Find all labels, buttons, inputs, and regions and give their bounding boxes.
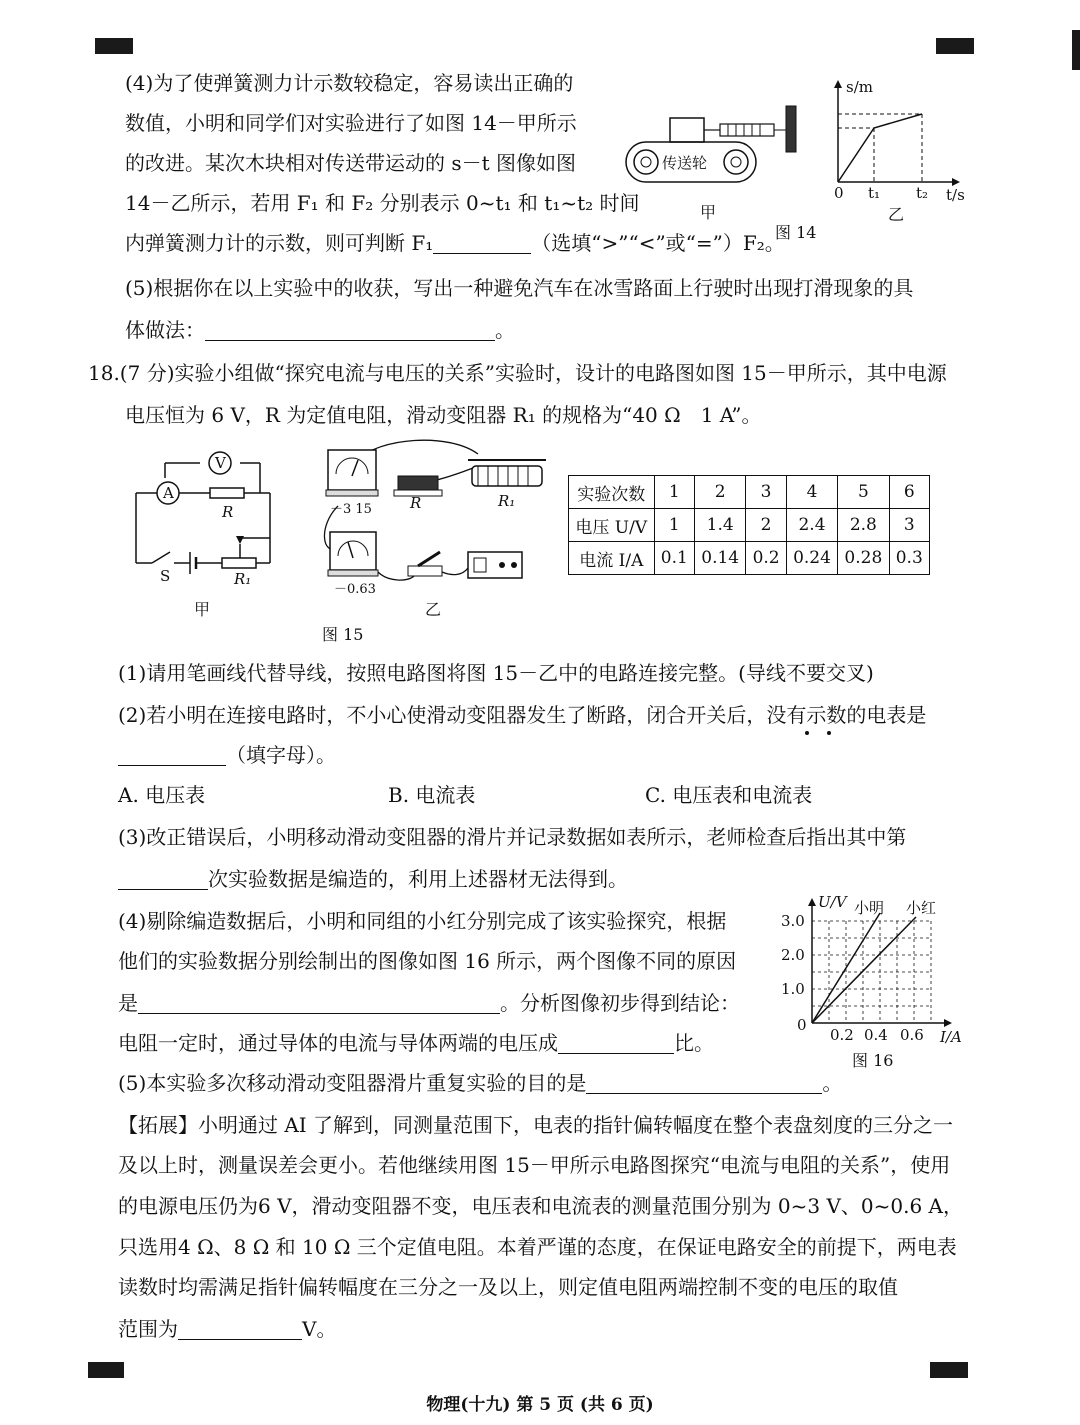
table-row (569, 542, 930, 575)
ext-line6 (118, 1316, 336, 1342)
answer-blank-anti-slip[interactable] (205, 320, 495, 341)
fig16-ytick: 3.0 (781, 912, 805, 930)
table-header-cell: 2 (695, 476, 746, 509)
table-cell: 0.24 (786, 542, 837, 575)
page-edge-right (1072, 30, 1080, 70)
fig15-sub-a: 甲 (194, 600, 211, 619)
fig14-t1: t₁ (868, 184, 881, 202)
table-cell: 0.28 (838, 542, 889, 575)
answer-blank-fake-trial[interactable] (118, 869, 208, 890)
q18-2-line2 (118, 742, 336, 768)
emphasis-dot (805, 731, 809, 735)
fig15-voltmeter-scale: －3 15 (330, 502, 372, 517)
q17-4-line4: 14－乙所示，若用 F₁ 和 F₂ 分别表示 0~t₁ 和 t₁~t₂ 时间 (125, 191, 640, 215)
q18-3-line2-text: 次实验数据是编造的，利用上述器材无法得到。 (208, 867, 628, 891)
q18-5-suffix: 。 (822, 1071, 843, 1095)
registration-mark-top-right (936, 38, 974, 54)
q18-2-line1: (2)若小明在连接电路时，不小心使滑动变阻器发生了断路，闭合开关后，没有示数的电表是 (118, 703, 927, 727)
q18-5-prefix: (5)本实验多次移动滑动变阻器滑片重复实验的目的是 (118, 1071, 587, 1095)
figure-14-conveyor (618, 100, 808, 190)
fig16-xtick: 0.2 (830, 1026, 854, 1044)
q17-5-line2 (125, 317, 515, 343)
ext-line1: 【拓展】小明通过 AI 了解到，同测量范围下，电表的指针偏转幅度在整个表盘刻度的三分之一 (118, 1113, 954, 1137)
fig14-caption: 图 14 (775, 223, 817, 242)
q18-4-line1: (4)剔除编造数据后，小明和同组的小红分别完成了该实验探究，根据 (118, 909, 727, 933)
fig15-resistor-label: R (222, 503, 234, 521)
registration-mark-bottom-right (930, 1362, 968, 1378)
fig15-voltmeter-symbol: V (215, 454, 226, 472)
fig16-x-axis-label: I/A (940, 1028, 962, 1046)
table-cell: 电压 U/V (569, 509, 655, 542)
ext-line6-prefix: 范围为 (118, 1317, 178, 1341)
ext-line6-suffix: V。 (302, 1317, 337, 1341)
q17-4-line2: 数值，小明和同学们对实验进行了如图 14－甲所示 (125, 111, 577, 135)
table-cell: 0.3 (889, 542, 929, 575)
answer-blank-reason[interactable] (138, 993, 500, 1014)
fig14-y-axis-label: s/m (846, 78, 873, 96)
table-cell: 0.1 (654, 542, 694, 575)
fig14-t2: t₂ (916, 184, 929, 202)
table-cell: 0.14 (695, 542, 746, 575)
q18-2-option-c: C. 电压表和电流表 (645, 783, 813, 807)
page-footer: 物理(十九) 第 5 页 (共 6 页) (426, 1395, 654, 1415)
fig14-x-axis-label: t/s (946, 186, 965, 204)
fig14-sub-b: 乙 (888, 205, 905, 224)
experiment-data-table (568, 475, 930, 575)
q18-4-line4 (118, 1030, 714, 1056)
fig15-physical-resistor-label: R (410, 494, 422, 512)
q18-3-line2 (118, 866, 628, 892)
q18-2-option-b: B. 电流表 (388, 783, 476, 807)
table-row (569, 509, 930, 542)
table-cell: 电流 I/A (569, 542, 655, 575)
figure-14-st-graph (826, 78, 966, 198)
table-cell: 2.4 (786, 509, 837, 542)
table-header-cell: 1 (654, 476, 694, 509)
table-header-cell: 5 (838, 476, 889, 509)
table-header-cell: 实验次数 (569, 476, 655, 509)
q18-3-line1: (3)改正错误后，小明移动滑动变阻器的滑片并记录数据如表所示，老师检查后指出其中第 (118, 825, 907, 849)
q18-line2: 电压恒为 6 V，R 为定值电阻，滑动变阻器 R₁ 的规格为“40 Ω 1 A”。 (125, 403, 762, 427)
fig15-ammeter-symbol: A (163, 484, 174, 502)
fig16-ytick: 2.0 (781, 946, 805, 964)
registration-mark-bottom-left (88, 1362, 124, 1378)
fig15-rheostat-label: R₁ (234, 570, 252, 588)
registration-mark-top-left (95, 38, 133, 54)
fig16-origin: 0 (797, 1016, 807, 1034)
table-cell: 2 (746, 509, 786, 542)
fig15-switch-label: S (160, 567, 171, 585)
q18-4-line4-prefix: 电阻一定时，通过导体的电流与导体两端的电压成 (118, 1031, 558, 1055)
q17-4-line5-prefix: 内弹簧测力计的示数，则可判断 F₁ (125, 231, 434, 255)
q17-4-line5-suffix: （选填“>”“<”或“=”）F₂。 (531, 231, 785, 255)
q18-4-line3-prefix: 是 (118, 991, 138, 1015)
q18-4-line3-suffix: 。分析图像初步得到结论： (500, 991, 740, 1015)
ext-line3: 的电源电压仍为6 V，滑动变阻器不变，电压表和电流表的测量范围分别为 0~3 V、0~0.6 A， (118, 1194, 963, 1218)
table-cell: 2.8 (838, 509, 889, 542)
table-cell: 0.2 (746, 542, 786, 575)
answer-blank-purpose[interactable] (586, 1073, 822, 1094)
q18-4-line4-suffix: 比。 (674, 1031, 714, 1055)
table-cell: 3 (889, 509, 929, 542)
fig16-legend-xiaohong: 小红 (906, 899, 937, 917)
q18-2-line2-text: （填字母）。 (226, 743, 336, 767)
q17-4-line1: (4)为了使弹簧测力计示数较稳定，容易读出正确的 (125, 71, 574, 95)
ext-line2: 及以上时，测量误差会更小。若他继续用图 15－甲所示电路图探究“电流与电阻的关系”，使用 (118, 1153, 951, 1177)
fig16-y-axis-label: U/V (818, 893, 847, 911)
fig16-caption: 图 16 (852, 1051, 894, 1070)
q17-4-line3: 的改进。某次木块相对传送带运动的 s－t 图像如图 (125, 151, 577, 175)
fig15-ammeter-scale: －0.63 (334, 582, 376, 597)
fig16-xtick: 0.4 (864, 1026, 888, 1044)
q18-1: (1)请用笔画线代替导线，按照电路图将图 15－乙中的电路连接完整。(导线不要交叉) (118, 661, 874, 685)
q18-4-line2: 他们的实验数据分别绘制出的图像如图 16 所示，两个图像不同的原因 (118, 949, 737, 973)
table-cell: 1.4 (695, 509, 746, 542)
answer-blank-f1-f2[interactable] (433, 233, 531, 254)
fig15-sub-b: 乙 (425, 600, 442, 619)
ext-line5: 读数时均需满足指针偏转幅度在三分之一及以上，则定值电阻两端控制不变的电压的取值 (118, 1275, 898, 1299)
table-header-cell: 3 (746, 476, 786, 509)
table-header-cell: 4 (786, 476, 837, 509)
answer-blank-proportion[interactable] (558, 1033, 674, 1054)
fig15-caption: 图 15 (322, 625, 364, 644)
q17-4-line5 (125, 230, 785, 256)
table-cell: 1 (654, 509, 694, 542)
table-header-cell: 6 (889, 476, 929, 509)
fig16-ytick: 1.0 (781, 980, 805, 998)
q18-line1: 18.(7 分)实验小组做“探究电流与电压的关系”实验时，设计的电路图如图 15－甲所示，其中电源 (88, 361, 947, 385)
ext-line4: 只选用4 Ω、8 Ω 和 10 Ω 三个定值电阻。本着严谨的态度，在保证电路安全的前提下，两电表 (118, 1235, 957, 1259)
q18-5-line (118, 1070, 842, 1096)
q18-2-option-a: A. 电压表 (118, 783, 206, 807)
table-row (569, 476, 930, 509)
q17-5-prefix: 体做法： (125, 318, 205, 342)
q18-4-line3 (118, 990, 740, 1016)
figure-15-circuit-diagram (130, 448, 280, 588)
fig14-sub-a: 甲 (700, 203, 717, 222)
answer-blank-voltage-range[interactable] (178, 1319, 302, 1340)
fig15-physical-rheostat-label: R₁ (498, 492, 516, 510)
emphasis-dot (827, 731, 831, 735)
fig14-origin: 0 (834, 184, 844, 202)
fig16-xtick: 0.6 (900, 1026, 924, 1044)
belt-label: 传送轮 (662, 154, 708, 172)
answer-blank-meter[interactable] (118, 745, 226, 766)
fig16-legend-xiaoming: 小明 (854, 899, 885, 917)
q17-5-suffix: 。 (495, 318, 515, 342)
q17-5-line1: (5)根据你在以上实验中的收获，写出一种避免汽车在冰雪路面上行驶时出现打滑现象的具 (125, 276, 914, 300)
